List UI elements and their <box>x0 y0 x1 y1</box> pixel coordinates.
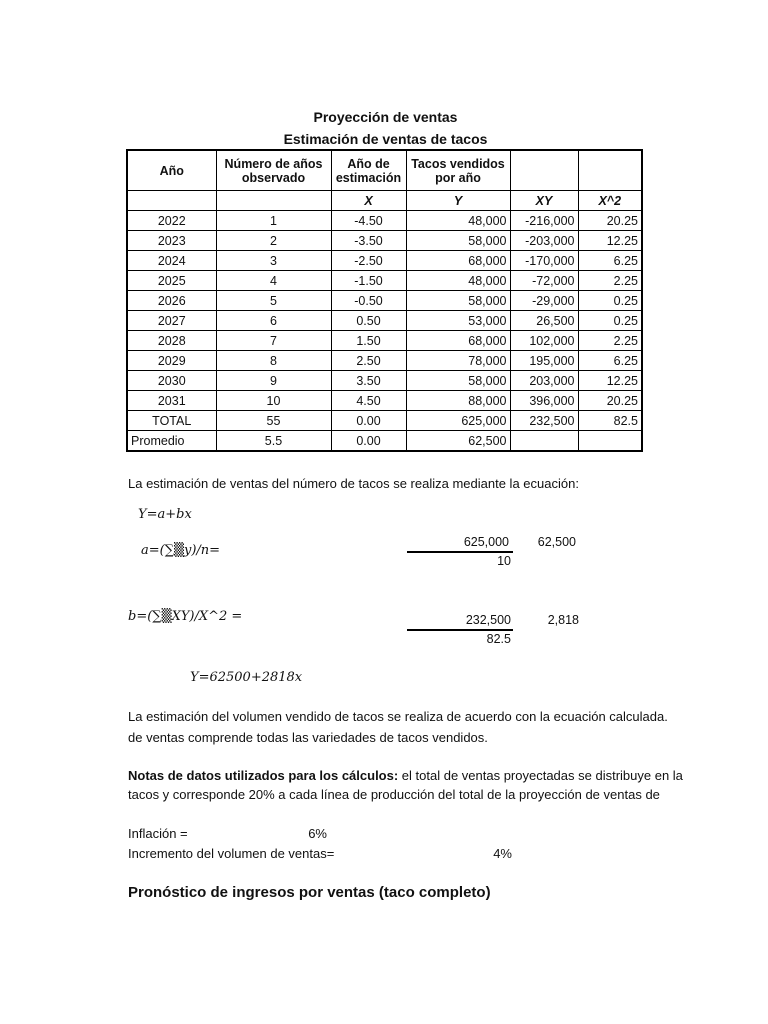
b-result: 2,818 <box>547 613 579 627</box>
cell-xy: -170,000 <box>510 251 578 271</box>
page-subtitle: Estimación de ventas de tacos <box>283 131 488 147</box>
cell-year: Promedio <box>127 431 216 452</box>
cell-y: 62,500 <box>406 431 510 452</box>
cell-x: 0.00 <box>331 431 406 452</box>
cell-years-observed: 1 <box>216 211 331 231</box>
notes-line1 <box>128 768 683 783</box>
table-row <box>127 311 642 331</box>
cell-years-observed: 8 <box>216 351 331 371</box>
cell-xy: -29,000 <box>510 291 578 311</box>
a-formula: a=(∑▒y)/n= <box>141 543 221 558</box>
cell-x: -4.50 <box>331 211 406 231</box>
sales-table <box>126 149 643 452</box>
cell-x2: 20.25 <box>578 211 642 231</box>
table-header-row <box>127 150 642 191</box>
general-equation: Y=a+bx <box>138 507 192 522</box>
cell-years-observed: 3 <box>216 251 331 271</box>
cell-x2: 82.5 <box>578 411 642 431</box>
subheader-x2: X^2 <box>578 191 642 211</box>
cell-x2: 2.25 <box>578 271 642 291</box>
header-blank-x2 <box>578 150 642 191</box>
cell-x: 1.50 <box>331 331 406 351</box>
section-heading: Pronóstico de ingresos por ventas (taco completo) <box>128 884 491 901</box>
header-blank-xy <box>510 150 578 191</box>
cell-year: 2025 <box>127 271 216 291</box>
subheader-y: Y <box>406 191 510 211</box>
table-row <box>127 371 642 391</box>
page-title: Proyección de ventas <box>313 109 458 125</box>
cell-y: 78,000 <box>406 351 510 371</box>
cell-years-observed: 5 <box>216 291 331 311</box>
cell-y: 58,000 <box>406 231 510 251</box>
cell-years-observed: 10 <box>216 391 331 411</box>
cell-y: 53,000 <box>406 311 510 331</box>
estimation-paragraph-line1: La estimación del volumen vendido de tacos se realiza de acuerdo con la ecuación calculada. <box>128 709 668 724</box>
cell-x: 3.50 <box>331 371 406 391</box>
cell-x: -1.50 <box>331 271 406 291</box>
cell-x2: 12.25 <box>578 231 642 251</box>
cell-year: 2029 <box>127 351 216 371</box>
cell-x: 0.00 <box>331 411 406 431</box>
a-result: 62,500 <box>537 535 576 549</box>
notes-label: Notas de datos utilizados para los cálculos: <box>128 768 399 783</box>
cell-year: 2031 <box>127 391 216 411</box>
cell-y: 48,000 <box>406 271 510 291</box>
cell-y: 88,000 <box>406 391 510 411</box>
header-tacos-sold: Tacos vendidos por año <box>406 150 510 191</box>
cell-x2: 0.25 <box>578 291 642 311</box>
table-row <box>127 291 642 311</box>
cell-year: 2024 <box>127 251 216 271</box>
cell-years-observed: 6 <box>216 311 331 331</box>
cell-year: TOTAL <box>127 411 216 431</box>
subheader-cell <box>127 191 216 211</box>
cell-year: 2030 <box>127 371 216 391</box>
cell-y: 48,000 <box>406 211 510 231</box>
cell-x: -0.50 <box>331 291 406 311</box>
table-row <box>127 271 642 291</box>
intro-text: La estimación de ventas del número de tacos se realiza mediante la ecuación: <box>128 476 579 491</box>
table-row <box>127 331 642 351</box>
header-year: Año <box>127 150 216 191</box>
cell-x: 2.50 <box>331 351 406 371</box>
header-estimation-year: Año de estimación <box>331 150 406 191</box>
a-fraction-line <box>407 551 513 553</box>
cell-xy: 26,500 <box>510 311 578 331</box>
cell-year: 2022 <box>127 211 216 231</box>
table-row <box>127 211 642 231</box>
cell-xy: -216,000 <box>510 211 578 231</box>
table-subheader-row <box>127 191 642 211</box>
volume-increase-label: Incremento del volumen de ventas= <box>128 846 335 861</box>
cell-x2: 20.25 <box>578 391 642 411</box>
cell-x2: 0.25 <box>578 311 642 331</box>
cell-x2: 6.25 <box>578 351 642 371</box>
b-denominator: 82.5 <box>486 632 511 646</box>
table-total-row <box>127 411 642 431</box>
estimation-paragraph-line2: de ventas comprende todas las variedades de tacos vendidos. <box>128 730 488 745</box>
final-equation: Y=62500+2818x <box>190 670 303 685</box>
subheader-cell <box>216 191 331 211</box>
cell-y: 68,000 <box>406 331 510 351</box>
notes-line2: tacos y corresponde 20% a cada línea de producción del total de la proyección de ventas de <box>128 787 660 802</box>
subheader-x: X <box>331 191 406 211</box>
cell-year: 2023 <box>127 231 216 251</box>
b-formula: b=(∑▒XY)/X^2 = <box>128 609 243 624</box>
cell-x: 0.50 <box>331 311 406 331</box>
a-denominator: 10 <box>497 554 511 568</box>
table-row <box>127 251 642 271</box>
cell-x: -2.50 <box>331 251 406 271</box>
cell-y: 68,000 <box>406 251 510 271</box>
cell-year: 2028 <box>127 331 216 351</box>
cell-xy: -203,000 <box>510 231 578 251</box>
cell-x2: 6.25 <box>578 251 642 271</box>
table-row <box>127 391 642 411</box>
cell-y: 58,000 <box>406 291 510 311</box>
table-row <box>127 231 642 251</box>
cell-x2: 12.25 <box>578 371 642 391</box>
cell-xy: 396,000 <box>510 391 578 411</box>
b-fraction-line <box>407 629 513 631</box>
cell-x: -3.50 <box>331 231 406 251</box>
cell-xy: -72,000 <box>510 271 578 291</box>
subheader-xy: XY <box>510 191 578 211</box>
a-numerator: 625,000 <box>463 535 509 549</box>
cell-x2 <box>578 431 642 452</box>
table-row <box>127 351 642 371</box>
cell-xy: 232,500 <box>510 411 578 431</box>
cell-x: 4.50 <box>331 391 406 411</box>
cell-x2: 2.25 <box>578 331 642 351</box>
volume-increase-value: 4% <box>493 846 512 861</box>
notes-text: el total de ventas proyectadas se distribuye en la <box>398 768 683 783</box>
b-numerator: 232,500 <box>465 613 511 627</box>
table-average-row <box>127 431 642 452</box>
cell-y: 625,000 <box>406 411 510 431</box>
cell-years-observed: 4 <box>216 271 331 291</box>
inflation-value: 6% <box>308 826 327 841</box>
cell-xy: 195,000 <box>510 351 578 371</box>
cell-xy: 203,000 <box>510 371 578 391</box>
header-years-observed: Número de años observado <box>216 150 331 191</box>
cell-xy <box>510 431 578 452</box>
cell-years-observed: 7 <box>216 331 331 351</box>
inflation-label: Inflación = <box>128 826 188 841</box>
cell-years-observed: 9 <box>216 371 331 391</box>
cell-years-observed: 5.5 <box>216 431 331 452</box>
cell-years-observed: 55 <box>216 411 331 431</box>
cell-year: 2027 <box>127 311 216 331</box>
cell-years-observed: 2 <box>216 231 331 251</box>
cell-y: 58,000 <box>406 371 510 391</box>
cell-year: 2026 <box>127 291 216 311</box>
cell-xy: 102,000 <box>510 331 578 351</box>
